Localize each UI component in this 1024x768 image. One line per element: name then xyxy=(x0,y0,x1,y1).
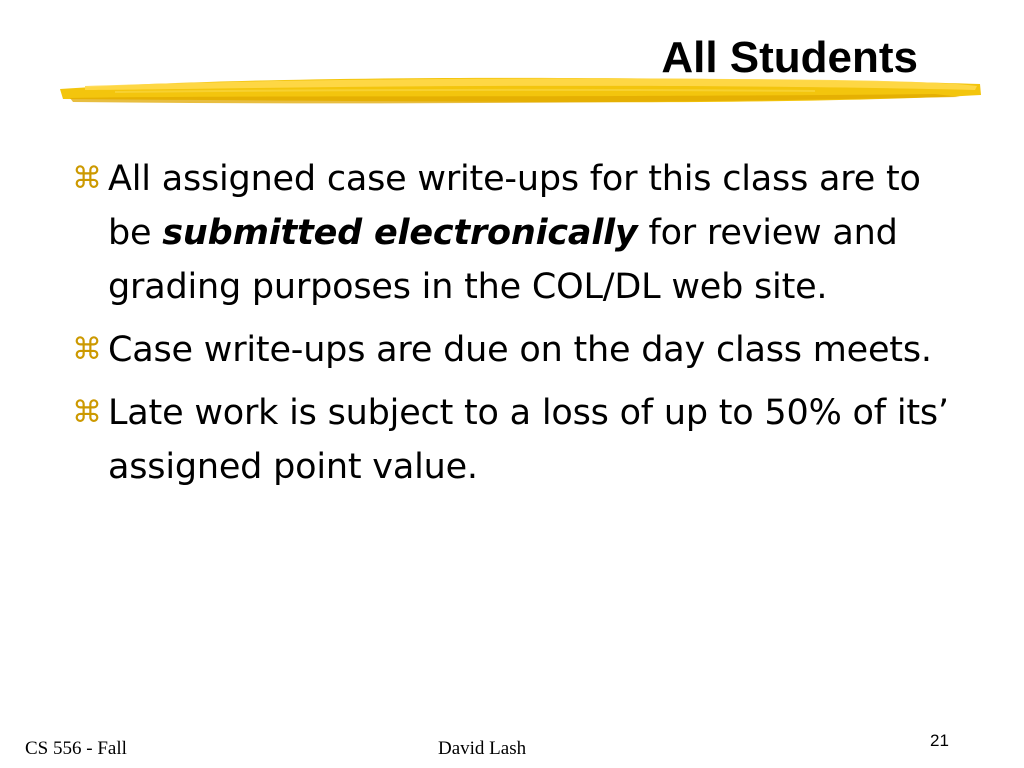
bullet-icon: ⌘ xyxy=(72,161,102,196)
slide-title: All Students xyxy=(661,33,918,82)
bullet-item-electronic-submission xyxy=(72,152,952,314)
footer-author: David Lash xyxy=(438,738,527,759)
bullet-icon: ⌘ xyxy=(72,395,102,430)
bullet-text-part: All assigned case write-ups for this class are to be xyxy=(108,159,921,253)
bullet-text-part: for review and grading purposes in the COL/DL web site. xyxy=(108,213,898,307)
emphasis-text: submitted electronically xyxy=(162,213,638,253)
bullet-list xyxy=(72,152,952,503)
bullet-text: Late work is subject to a loss of up to 50% of its’ assigned point value. xyxy=(108,393,949,487)
page-number: 21 xyxy=(930,731,949,750)
bullet-item-due-date xyxy=(72,323,952,377)
bullet-icon: ⌘ xyxy=(72,332,102,367)
bullet-text: Case write-ups are due on the day class meets. xyxy=(108,330,932,370)
bullet-item-late-work xyxy=(72,386,952,494)
footer-course: CS 556 - Fall xyxy=(25,738,127,759)
